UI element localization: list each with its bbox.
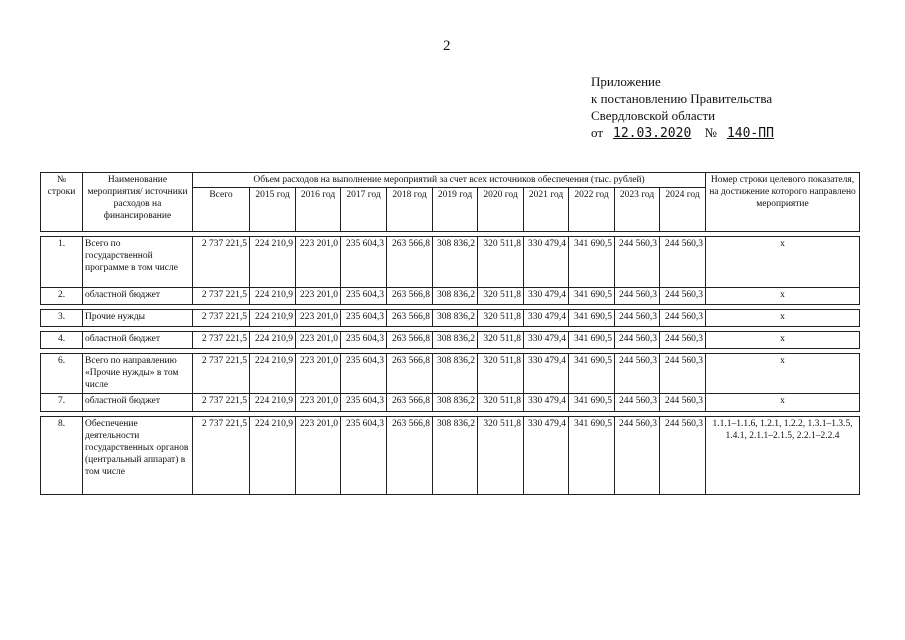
- cell-value: 308 836,2: [433, 237, 478, 288]
- cell-value: 235 604,3: [341, 288, 387, 305]
- header-year: 2021 год: [524, 188, 569, 232]
- header-year: 2020 год: [478, 188, 524, 232]
- cell-value: 244 560,3: [660, 237, 706, 288]
- cell-value: 244 560,3: [615, 310, 660, 327]
- cell-value: 263 566,8: [387, 288, 433, 305]
- cell-total: 2 737 221,5: [193, 310, 250, 327]
- row-name: областной бюджет: [83, 288, 193, 305]
- row-target: x: [706, 394, 860, 412]
- expenditure-table: [40, 172, 860, 495]
- cell-value: 244 560,3: [615, 354, 660, 394]
- cell-total: 2 737 221,5: [193, 288, 250, 305]
- cell-value: 341 690,5: [569, 417, 615, 495]
- cell-value: 308 836,2: [433, 417, 478, 495]
- cell-value: 223 201,0: [296, 310, 341, 327]
- cell-value: 244 560,3: [615, 417, 660, 495]
- cell-value: 263 566,8: [387, 237, 433, 288]
- cell-value: 320 511,8: [478, 288, 524, 305]
- appendix-header: [591, 73, 784, 142]
- row-number: 7.: [41, 394, 83, 412]
- row-name: областной бюджет: [83, 332, 193, 349]
- cell-total: 2 737 221,5: [193, 332, 250, 349]
- header-year: 2023 год: [615, 188, 660, 232]
- decree-date: 12.03.2020: [613, 126, 692, 141]
- cell-value: 244 560,3: [660, 417, 706, 495]
- cell-value: 308 836,2: [433, 332, 478, 349]
- cell-value: 224 210,9: [250, 394, 296, 412]
- header-row-number: № строки: [41, 173, 83, 232]
- row-name: Прочие нужды: [83, 310, 193, 327]
- cell-value: 330 479,4: [524, 394, 569, 412]
- row-target: 1.1.1–1.1.6, 1.2.1, 1.2.2, 1.3.1–1.3.5, 1.4.1, 2.1.1–2.1.5, 2.2.1–2.2.4: [706, 417, 860, 495]
- cell-value: 224 210,9: [250, 332, 296, 349]
- row-target: x: [706, 288, 860, 305]
- cell-value: 223 201,0: [296, 288, 341, 305]
- row-number: 3.: [41, 310, 83, 327]
- decree-number: 140-ПП: [726, 126, 774, 141]
- cell-total: 2 737 221,5: [193, 417, 250, 495]
- cell-value: 263 566,8: [387, 332, 433, 349]
- cell-value: 235 604,3: [341, 237, 387, 288]
- cell-value: 235 604,3: [341, 394, 387, 412]
- cell-value: 244 560,3: [615, 332, 660, 349]
- cell-value: 223 201,0: [296, 237, 341, 288]
- cell-value: 263 566,8: [387, 354, 433, 394]
- cell-value: 320 511,8: [478, 237, 524, 288]
- appendix-title: Приложение: [591, 74, 661, 89]
- cell-value: 224 210,9: [250, 288, 296, 305]
- cell-value: 341 690,5: [569, 332, 615, 349]
- row-name: Обеспечение деятельности государственных органов (центральный аппарат) в том числе: [83, 417, 193, 495]
- cell-value: 330 479,4: [524, 354, 569, 394]
- row-name: Всего по государственной программе в том числе: [83, 237, 193, 288]
- cell-value: 235 604,3: [341, 354, 387, 394]
- cell-value: 330 479,4: [524, 332, 569, 349]
- cell-total: 2 737 221,5: [193, 237, 250, 288]
- row-target: x: [706, 332, 860, 349]
- cell-value: 341 690,5: [569, 237, 615, 288]
- row-number: 2.: [41, 288, 83, 305]
- date-prefix: от: [591, 125, 604, 140]
- row-name: Всего по направлению «Прочие нужды» в том числе: [83, 354, 193, 394]
- cell-value: 263 566,8: [387, 310, 433, 327]
- appendix-decree: к постановлению Правительства: [591, 91, 773, 106]
- header-year: 2018 год: [387, 188, 433, 232]
- header-year: 2015 год: [250, 188, 296, 232]
- cell-value: 330 479,4: [524, 417, 569, 495]
- cell-total: 2 737 221,5: [193, 354, 250, 394]
- cell-total: 2 737 221,5: [193, 394, 250, 412]
- cell-value: 341 690,5: [569, 354, 615, 394]
- header-activity-name: Наименование мероприятия/ источники расходов на финансирование: [83, 173, 193, 232]
- cell-value: 244 560,3: [615, 237, 660, 288]
- cell-value: 224 210,9: [250, 237, 296, 288]
- row-target: x: [706, 310, 860, 327]
- cell-value: 244 560,3: [615, 394, 660, 412]
- appendix-region: Свердловской области: [591, 108, 716, 123]
- table-row: [41, 310, 860, 327]
- cell-value: 320 511,8: [478, 417, 524, 495]
- cell-value: 308 836,2: [433, 354, 478, 394]
- header-year: 2019 год: [433, 188, 478, 232]
- cell-value: 341 690,5: [569, 288, 615, 305]
- cell-value: 320 511,8: [478, 310, 524, 327]
- header-year: 2024 год: [660, 188, 706, 232]
- table-row: [41, 332, 860, 349]
- table-row: [41, 288, 860, 305]
- row-name: областной бюджет: [83, 394, 193, 412]
- row-target: x: [706, 354, 860, 394]
- cell-value: 320 511,8: [478, 394, 524, 412]
- cell-value: 244 560,3: [615, 288, 660, 305]
- cell-value: 263 566,8: [387, 394, 433, 412]
- cell-value: 320 511,8: [478, 332, 524, 349]
- header-year: 2022 год: [569, 188, 615, 232]
- cell-value: 330 479,4: [524, 310, 569, 327]
- row-number: 4.: [41, 332, 83, 349]
- cell-value: 224 210,9: [250, 354, 296, 394]
- cell-value: 224 210,9: [250, 417, 296, 495]
- header-year: 2017 год: [341, 188, 387, 232]
- header-year: 2016 год: [296, 188, 341, 232]
- cell-value: 223 201,0: [296, 354, 341, 394]
- cell-value: 244 560,3: [660, 288, 706, 305]
- cell-value: 320 511,8: [478, 354, 524, 394]
- appendix-date-line: [591, 124, 784, 142]
- table-row: [41, 237, 860, 288]
- table-row: [41, 417, 860, 495]
- row-number: 6.: [41, 354, 83, 394]
- cell-value: 330 479,4: [524, 237, 569, 288]
- row-number: 1.: [41, 237, 83, 288]
- table-row: [41, 354, 860, 394]
- cell-value: 223 201,0: [296, 394, 341, 412]
- number-prefix: №: [704, 125, 717, 140]
- cell-value: 263 566,8: [387, 417, 433, 495]
- cell-value: 224 210,9: [250, 310, 296, 327]
- cell-value: 308 836,2: [433, 288, 478, 305]
- cell-value: 308 836,2: [433, 394, 478, 412]
- row-target: x: [706, 237, 860, 288]
- header-expenditure-volume: Объем расходов на выполнение мероприятий за счет всех источников обеспечения (тыс. рублей): [193, 173, 706, 188]
- cell-value: 235 604,3: [341, 310, 387, 327]
- cell-value: 330 479,4: [524, 288, 569, 305]
- row-number: 8.: [41, 417, 83, 495]
- cell-value: 244 560,3: [660, 310, 706, 327]
- cell-value: 341 690,5: [569, 310, 615, 327]
- cell-value: 235 604,3: [341, 417, 387, 495]
- cell-value: 308 836,2: [433, 310, 478, 327]
- cell-value: 244 560,3: [660, 332, 706, 349]
- table-row: [41, 394, 860, 412]
- cell-value: 244 560,3: [660, 354, 706, 394]
- page-number: 2: [443, 38, 451, 54]
- cell-value: 223 201,0: [296, 417, 341, 495]
- cell-value: 235 604,3: [341, 332, 387, 349]
- header-target-indicator: Номер строки целевого показателя, на достижение которого направлено мероприятие: [706, 173, 860, 232]
- header-total: Всего: [193, 188, 250, 232]
- cell-value: 341 690,5: [569, 394, 615, 412]
- cell-value: 244 560,3: [660, 394, 706, 412]
- cell-value: 223 201,0: [296, 332, 341, 349]
